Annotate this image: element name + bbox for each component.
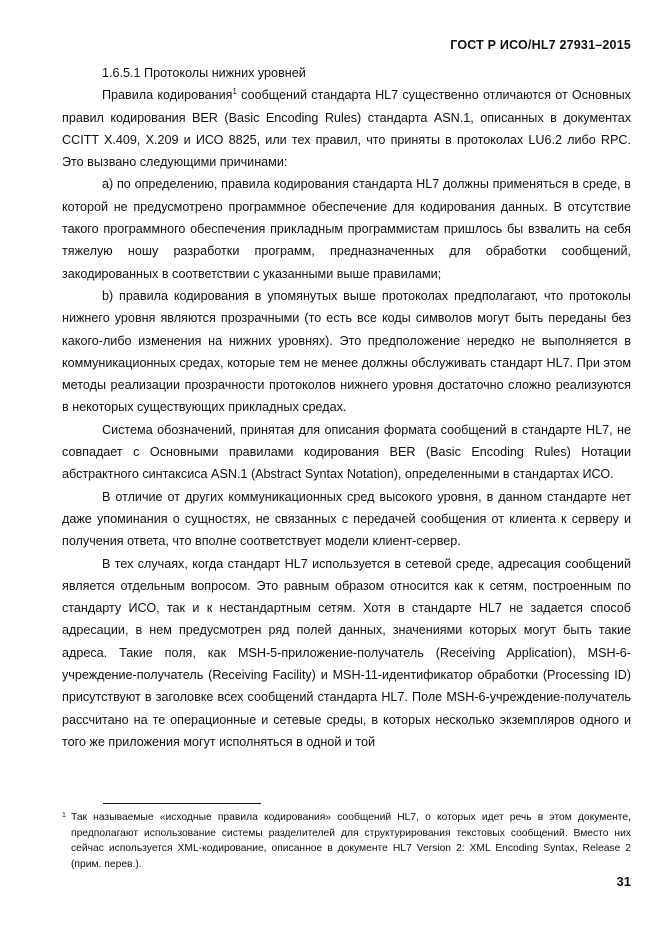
paragraph-4: Система обозначений, принятая для описания формата сообщений в стандарте HL7, не совпадает с Основными правилами кодирования BER (Basic Encoding Rules) Нотации абстрактного синтаксиса ASN.1 (Abstract Syntax Notation), определенными в стандартах ИСО.: [62, 422, 631, 482]
main-text: [62, 62, 631, 753]
paragraph-6: В тех случаях, когда стандарт HL7 используется в сетевой среде, адресация сообщений является отдельным вопросом. Это равным образом относится как к сетям, построенным по стандарту ИСО, так и к нестандартным сетям. Хотя в стандарте HL7 не задается способ адресации, в нем предусмотрен ряд полей данных, значениями которых могут быть такие адреса. Такие поля, как MSH-5-приложение-получатель (Receiving Application), MSH-6-учреждение-получатель (Receiving Facility) и MSH-11-идентификатор обработки (Processing ID) присутствуют в заголовке всех сообщений стандарта HL7. Поле MSH-6-учреждение-получатель рассчитано на те операционные и сетевые среды, в которых несколько экземпляров одного и того же приложения могут исполняться в одной и той: [62, 556, 631, 749]
footnote-text: Так называемые «исходные правила кодирования» сообщений HL7, о которых идет речь в этом документе, предполагают использование системы разделителей для структурирования текстовых сообщений. Вместо них сейчас используется XML-кодирование, описанное в документе HL7 Version 2: XML Encoding Syntax, Release 2 (прим. перев.).: [71, 812, 631, 870]
paragraph-1-rest: сообщений стандарта HL7 существенно отличаются от Основных правил кодирования BER (Basic Encoding Rules) стандарта ASN.1, описанных в документах CCITT X.409, X.209 и ИСО 8825, или тех правил, что приняты в протоколах LU6.2 либо RPC. Это вызвано следующими причинами:: [62, 88, 631, 170]
paragraph-3: b) правила кодирования в упомянутых выше протоколах предполагают, что протоколы нижнего уровня являются прозрачными (то есть все коды символов могут быть переданы без какого-либо изменения на нижних уровнях). Это предположение нередко не выполняется в коммуникационных средах, которые тем не менее должны обслуживать стандарт HL7. При этом методы реализации прозрачности протоколов нижнего уровня достаточно сложно реализуются в некоторых существующих прикладных средах.: [62, 288, 631, 415]
paragraph-5: В отличие от других коммуникационных сред высокого уровня, в данном стандарте нет даже упоминания о сущностях, не связанных с передачей сообщения от клиента к серверу и получения ответа, что вполне соответствует модели клиент-сервер.: [62, 489, 631, 549]
document-header: ГОСТ Р ИСО/HL7 27931–2015: [450, 38, 631, 52]
paragraph-1-start: Правила кодирования: [102, 88, 233, 103]
footnote-reference: 1: [232, 87, 237, 97]
footnote-divider: [103, 803, 261, 804]
paragraph-2: а) по определению, правила кодирования стандарта HL7 должны применяться в среде, в которой не предусмотрено программное обеспечение для кодирования данных. В отсутствие такого программного обеспечения прикладным программистам пришлось бы взвалить на себя тяжелую ношу разработки программ, предназначенных для обработки сообщений, закодированных в соответствии с указанными выше правилами;: [62, 177, 631, 281]
footnote-mark: 1: [62, 812, 66, 819]
footnote: [62, 810, 631, 872]
section-title: 1.6.5.1 Протоколы нижних уровней: [102, 66, 306, 80]
page-number: 31: [616, 874, 631, 889]
paragraph-1: [62, 84, 631, 173]
